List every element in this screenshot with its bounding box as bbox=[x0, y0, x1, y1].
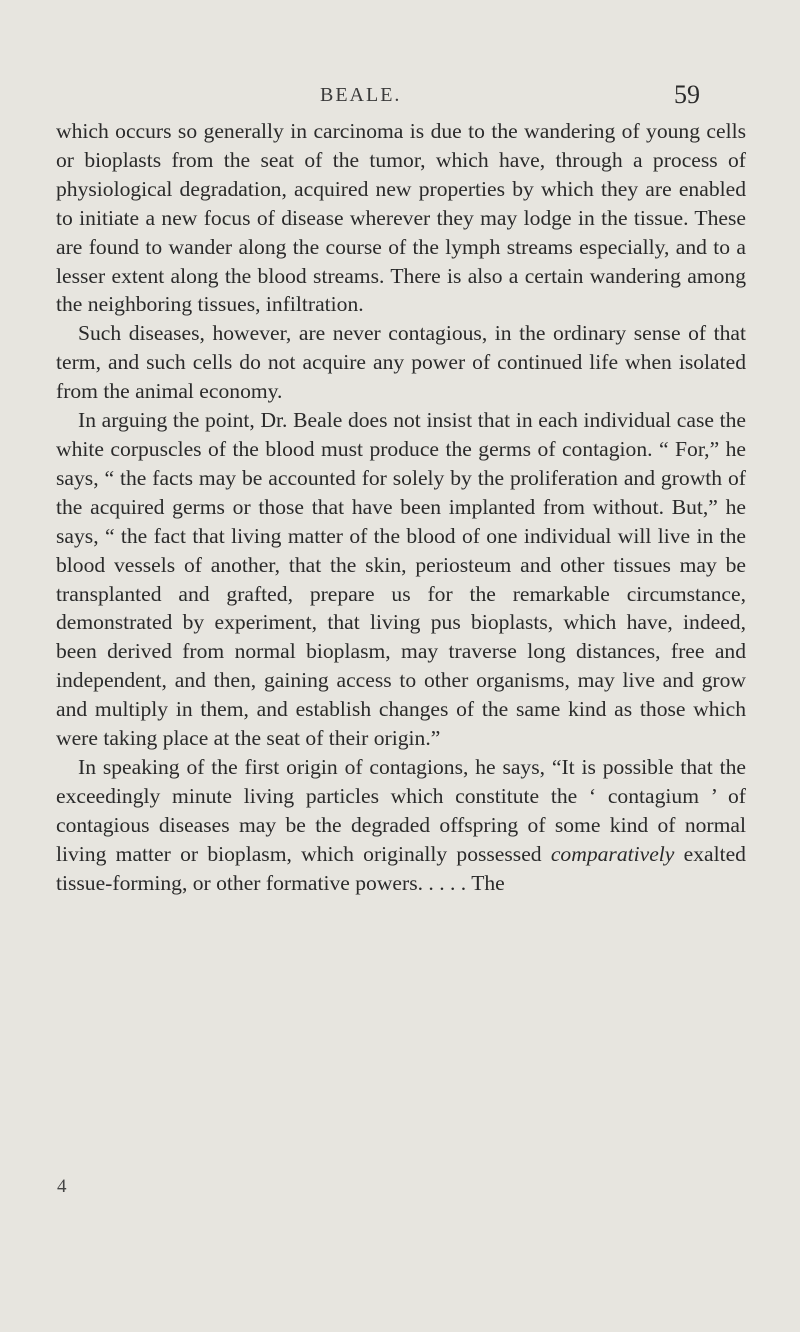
paragraph-4 bbox=[56, 753, 746, 898]
signature-mark: 4 bbox=[57, 1176, 67, 1197]
body-text bbox=[56, 117, 746, 897]
paragraph-1: which occurs so generally in carcinoma is due to the wandering of young cells or bioplasts from the seat of the tumor, which have, through a process of physiological degradation, acquired new properties by which they are enabled to initiate a new focus of disease wherever they may lodge in the tissue. These are found to wander along the course of the lymph streams especially, and to a lesser extent along the blood streams. There is also a certain wandering among the neighboring tissues, infiltration. bbox=[56, 119, 746, 317]
page-header bbox=[0, 80, 800, 114]
running-head: BEALE. bbox=[320, 84, 402, 106]
paragraph-2: Such diseases, however, are never contagious, in the ordinary sense of that term, and such cells do not acquire any power of continued life when isolated from the animal economy. bbox=[56, 321, 746, 404]
italic-word: comparatively bbox=[550, 841, 675, 866]
page-number: 59 bbox=[674, 80, 700, 109]
paragraph-4-text: In speaking of the first origin of contagions, he says, “It is possible that the exceedingly minute living particles which constitute the ‘ contagium ’ of contagious diseases may be the degraded offspring of some kind of normal living matter or bioplasm, which originally possessed bbox=[56, 754, 746, 866]
paragraph-3: In arguing the point, Dr. Beale does not insist that in each individual case the white corpuscles of the blood must produce the germs of contagion. “ For,” he says, “ the facts may be accounted for solely by the proliferation and growth of the acquired germs or those that have been implanted from without. But,” he says, “ the fact that living matter of the blood of one individual will live in the blood vessels of another, that the skin, periosteum and other tissues may be transplanted and grafted, prepare us for the remarkable circumstance, demonstrated by experiment, that living pus bioplasts, which have, indeed, been derived from normal bioplasm, may traverse long distances, free and independent, and then, gaining access to other organisms, may live and grow and multiply in them, and establish changes of the same kind as those which were taking place at the seat of their origin.” bbox=[56, 408, 746, 751]
paragraph-4-continuation: exalted tissue-forming, or other formative powers. . . . . The bbox=[56, 841, 746, 895]
